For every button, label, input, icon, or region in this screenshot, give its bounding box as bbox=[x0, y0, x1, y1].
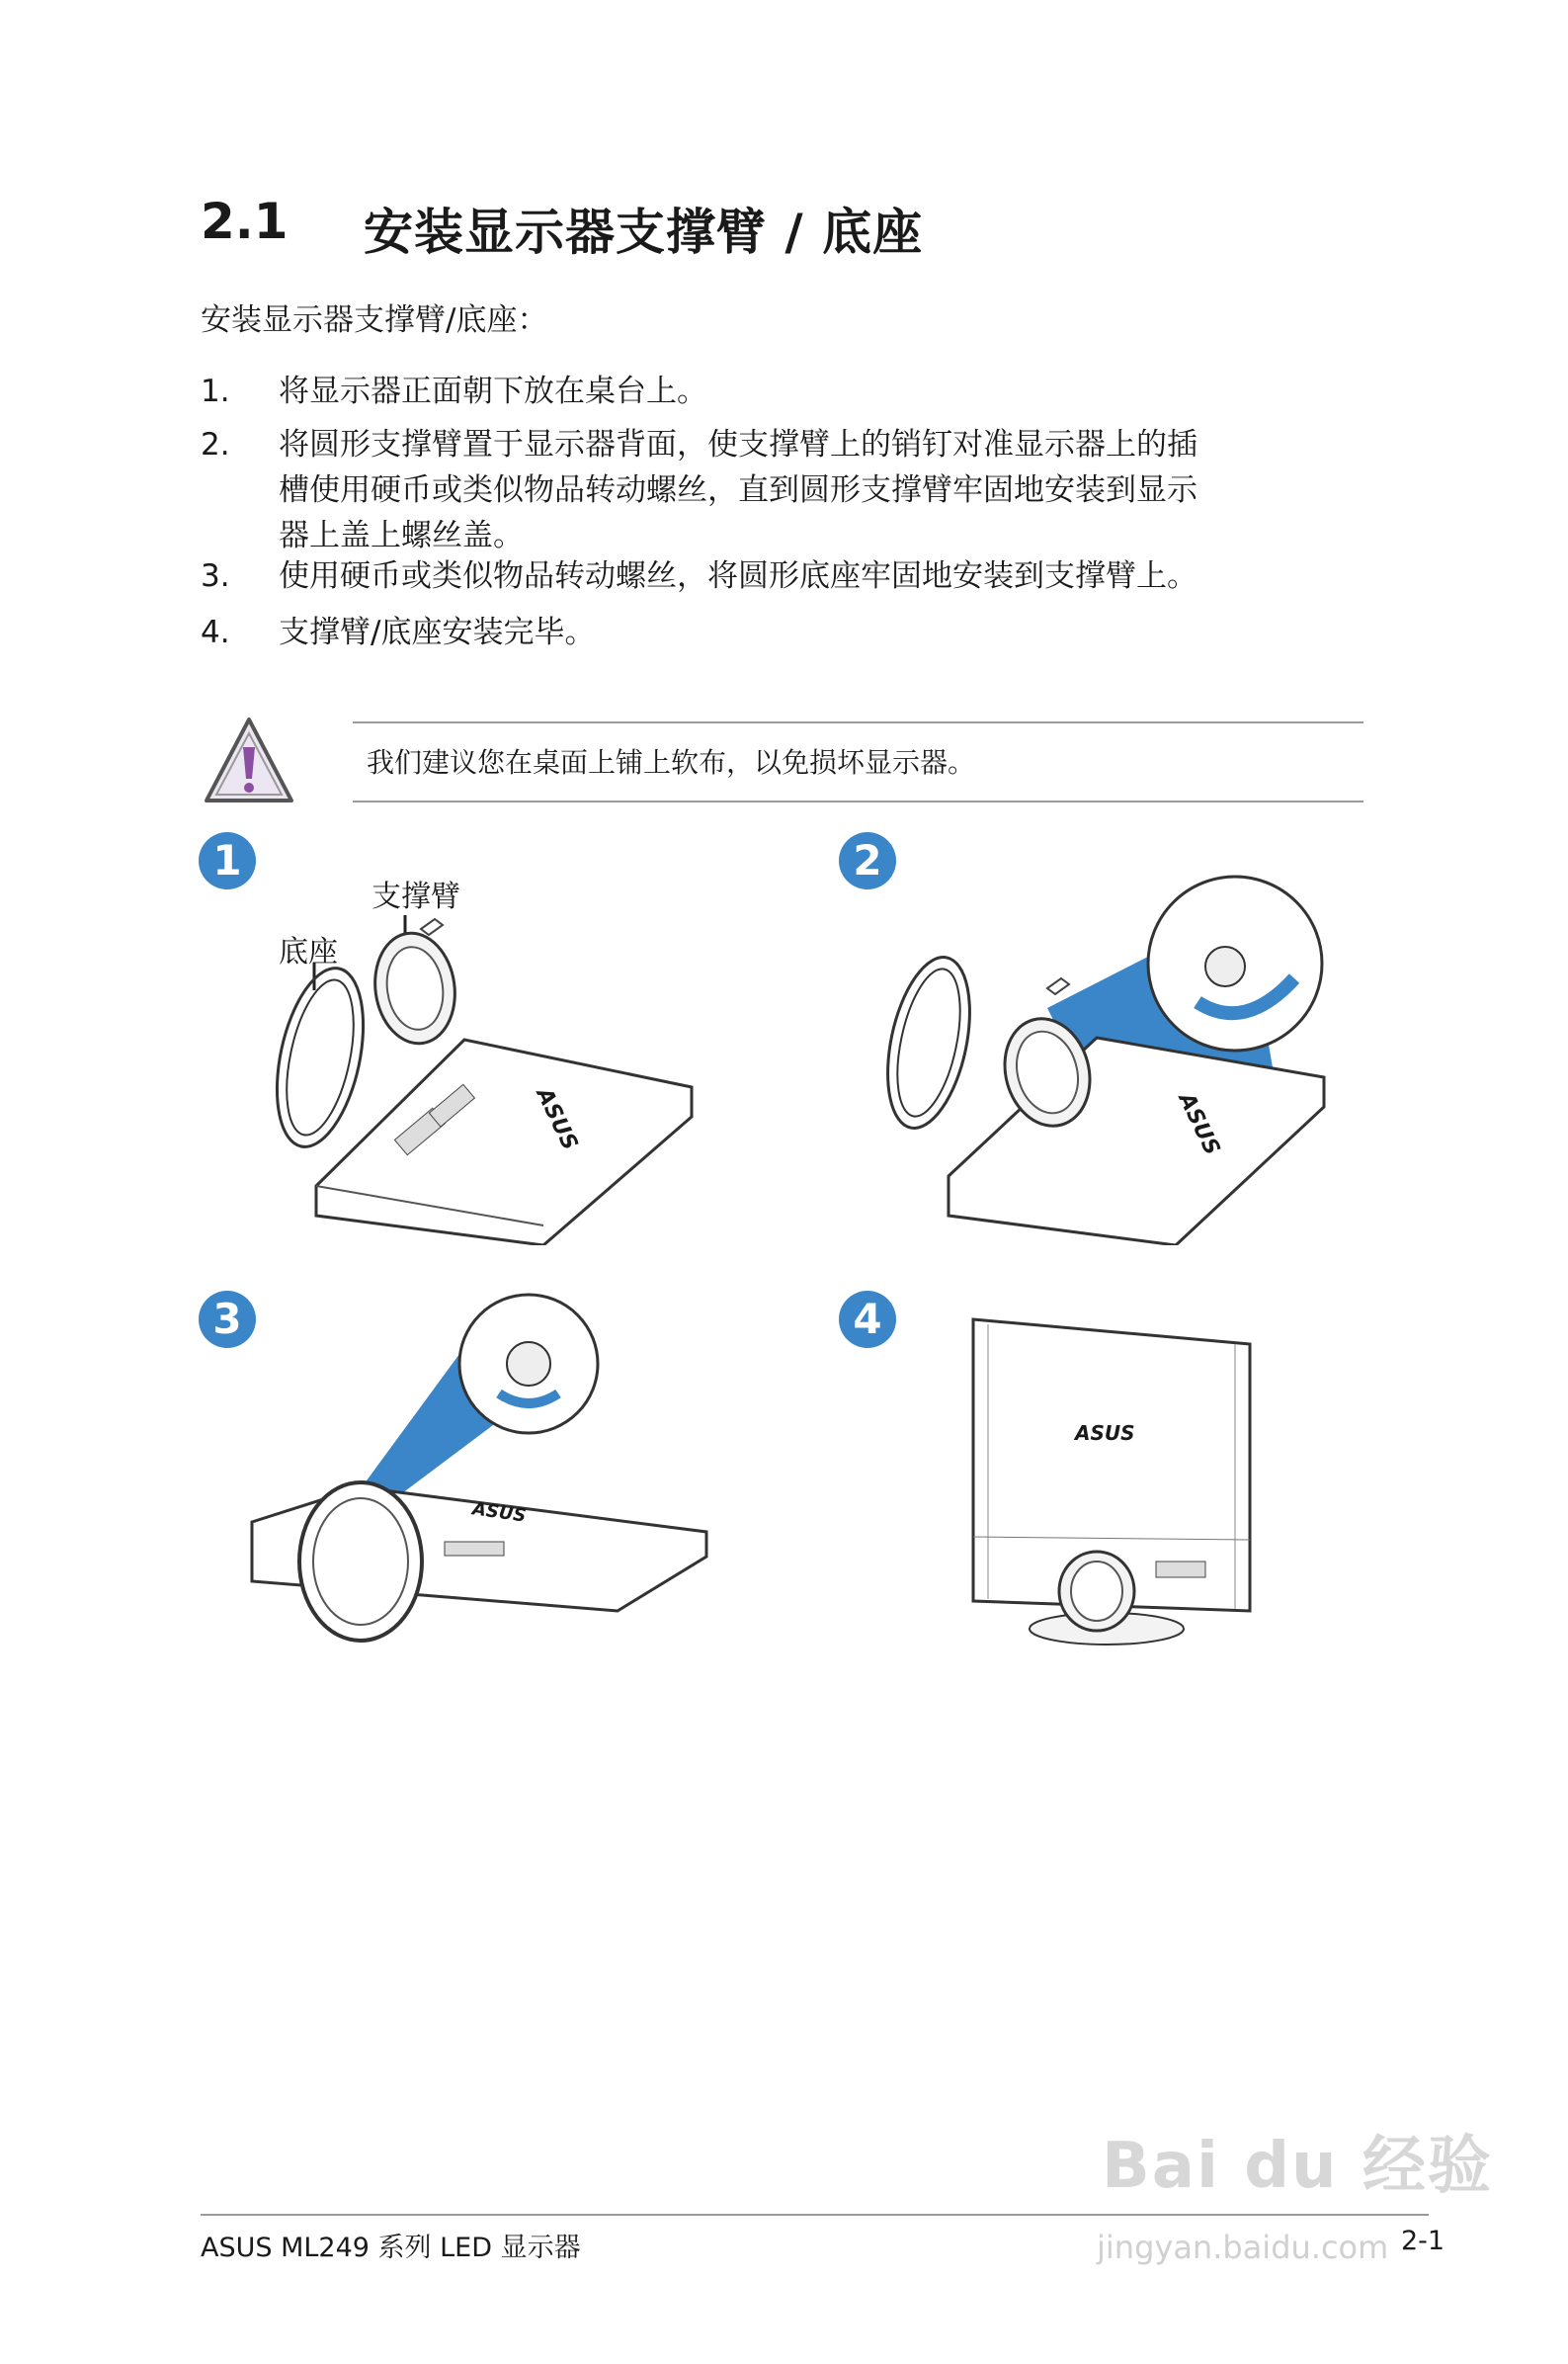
figure-1-illustration bbox=[257, 889, 711, 1245]
step-number: 4. bbox=[201, 615, 230, 650]
asus-logo: ASUS bbox=[1173, 1089, 1225, 1159]
step-number: 1. bbox=[201, 374, 230, 409]
note-text: 我们建议您在桌面上铺上软布，以免损坏显示器。 bbox=[367, 746, 976, 779]
label-base: 底座 bbox=[279, 935, 338, 970]
figure-4-illustration bbox=[968, 1314, 1255, 1650]
step-number: 3. bbox=[201, 558, 230, 594]
warning-triangle-icon bbox=[203, 714, 296, 807]
step-text-line: 槽使用硬币或类似物品转动螺丝，直到圆形支撑臂牢固地安装到显示 bbox=[279, 472, 1197, 508]
asus-logo: ASUS bbox=[531, 1084, 583, 1154]
step-badge: 2 bbox=[839, 832, 896, 889]
step-badge: 1 bbox=[199, 832, 256, 889]
figure-3-illustration bbox=[242, 1285, 716, 1650]
footer-rule bbox=[201, 2214, 1429, 2216]
figure-2-illustration bbox=[879, 870, 1344, 1245]
label-arm: 支撑臂 bbox=[371, 880, 460, 914]
asus-logo: ASUS bbox=[1075, 1421, 1135, 1445]
step-number: 2. bbox=[201, 427, 230, 463]
step-item bbox=[201, 610, 1347, 655]
step-text-line: 将圆形支撑臂置于显示器背面，使支撑臂上的销钉对准显示器上的插 bbox=[279, 427, 1197, 463]
asus-logo: ASUS bbox=[470, 1498, 528, 1527]
page-number: 2-1 bbox=[1401, 2226, 1445, 2256]
section-title: 安装显示器支撑臂 / 底座 bbox=[364, 204, 924, 261]
note-bottom-rule bbox=[353, 801, 1363, 802]
watermark-logo: Bai du 经验 bbox=[1102, 2130, 1493, 2203]
step-badge: 4 bbox=[839, 1291, 896, 1348]
footer-product: ASUS ML249 系列 LED 显示器 bbox=[201, 2233, 581, 2263]
step-text: 支撑臂/底座安装完毕。 bbox=[279, 615, 596, 650]
section-number: 2.1 bbox=[201, 193, 289, 250]
step-item bbox=[201, 422, 1347, 560]
note-top-rule bbox=[353, 721, 1363, 723]
step-item bbox=[201, 369, 1347, 414]
step-text: 将显示器正面朝下放在桌台上。 bbox=[279, 374, 707, 409]
step-item bbox=[201, 553, 1347, 599]
step-text: 使用硬币或类似物品转动螺丝，将圆形底座牢固地安装到支撑臂上。 bbox=[279, 558, 1197, 594]
step-badge: 3 bbox=[199, 1291, 256, 1348]
watermark-url: jingyan.baidu.com bbox=[1097, 2229, 1389, 2266]
step-text-line: 器上盖上螺丝盖。 bbox=[279, 518, 524, 553]
intro-text: 安装显示器支撑臂/底座： bbox=[201, 302, 548, 338]
